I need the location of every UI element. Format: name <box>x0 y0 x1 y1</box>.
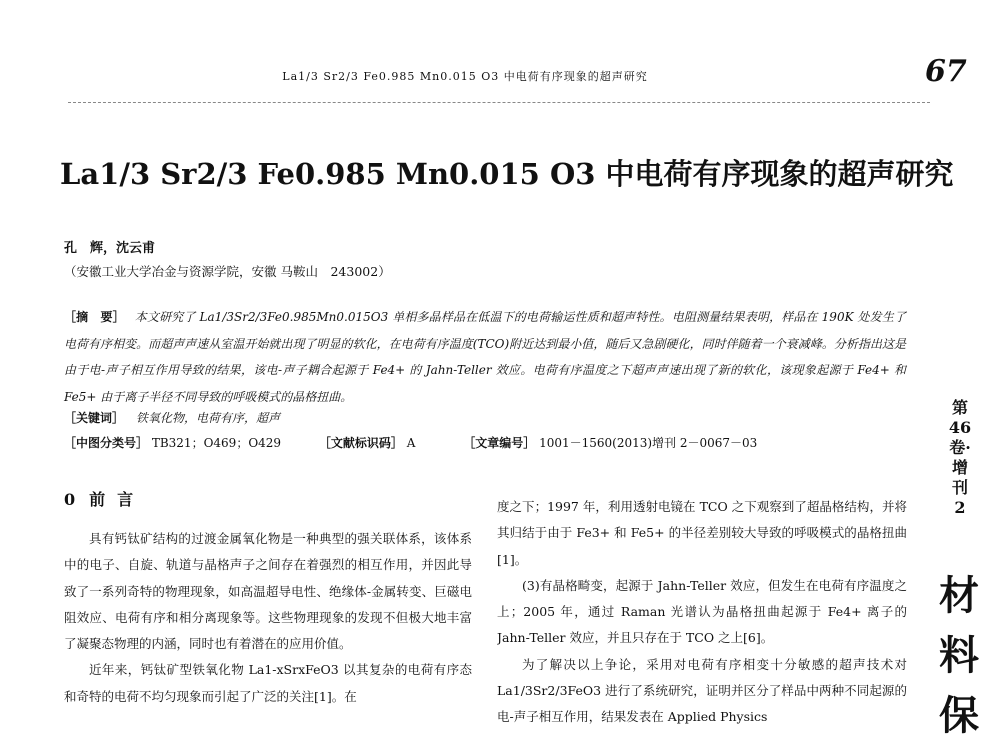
classification-line <box>64 434 924 451</box>
section-heading <box>64 487 145 510</box>
article-number-label: ［文章编号］ <box>463 436 536 450</box>
right-column <box>497 494 907 741</box>
clc-label: ［中图分类号］ <box>64 436 149 450</box>
paragraph: 度之下；1997 年，利用透射电镜在 TCO 之下观察到了超晶格结构，并将其归结于由于 Fe3+ 和 Fe5+ 的半径差别较大导致的呼吸模式的晶格扭曲[1]。 <box>497 499 907 567</box>
keywords <box>64 409 280 426</box>
authors: 孔 辉，沈云甫 <box>64 241 156 256</box>
paragraph: (3)有晶格畸变，起源于 Jahn-Teller 效应，但发生在电荷有序温度之上；2005 年，通过 Raman 光谱认为晶格扭曲起源于 Fe4+ 离子的 Jahn-Teller 效应，并且只存在于 TCO 之上[6]。 <box>497 577 907 646</box>
doc-code-value: A <box>406 436 416 450</box>
clc-value: TB321；O469；O429 <box>151 436 282 450</box>
keywords-label: ［关键词］ <box>64 411 125 425</box>
section-number: 0 <box>64 490 76 509</box>
article-number-value: 1001－1560(2013)增刊 2－0067－03 <box>539 436 758 450</box>
header-rule <box>68 102 930 103</box>
paragraph: 近年来，钙钛矿型铁氧化物 La1-xSrxFeO3 以其复杂的电荷有序态和奇特的电荷不均匀现象而引起了广泛的关注[1]。在 <box>64 662 472 704</box>
paragraph: 为了解决以上争论，采用对电荷有序相变十分敏感的超声技术对 La1/3Sr2/3FeO3 进行了系统研究，证明并区分了样品中两种不同起源的电-声子相互作用，结果发表在 Applied Physics <box>497 656 907 725</box>
doc-code-label: ［文献标识码］ <box>318 436 403 450</box>
keywords-text: 铁氧化物，电荷有序，超声 <box>136 411 281 425</box>
affiliation: （安徽工业大学冶金与资源学院，安徽 马鞍山 243002） <box>64 264 391 279</box>
paragraph: 具有钙钛矿结构的过渡金属氧化物是一种典型的强关联体系，该体系中的电子、自旋、轨道与晶格声子之间存在着强烈的相互作用，并因此导致了一系列奇特的物理现象，如高温超导电性、绝缘体-金属转变、巨磁电阻效应、电荷有序和相分离现象等。这些物理现象的发现不但极大地丰富了凝聚态物理的内涵，同时也有着潜在的应用价值。 <box>64 531 472 652</box>
sidebar-journal-name: 材料保 <box>939 572 979 739</box>
article-title: La1/3 Sr2/3 Fe0.985 Mn0.015 O3 中电荷有序现象的超声研究 <box>60 157 954 191</box>
abstract-label: ［摘 要］ <box>64 310 125 324</box>
section-title: 前言 <box>89 490 146 509</box>
running-head: La1/3 Sr2/3 Fe0.985 Mn0.015 O3 中电荷有序现象的超声研究 <box>282 70 648 83</box>
page-number: 67 <box>925 54 967 89</box>
abstract-text: 本文研究了 La1/3Sr2/3Fe0.985Mn0.015O3 单相多晶样品在低温下的电荷输运性质和超声特性。电阻测量结果表明，样品在 190K 处发生了电荷有序相变。而超声声速从室温开始就出现了明显的软化，在电荷有序温度(TCO)附近达到最小值，随后又急剧硬化，同时伴随着一个衰减峰。分析指出这是由于电-声子相互作用导致的结果，该电-声子耦合起源于 Fe4+ 的 Jahn-Teller 效应。电荷有序温度之下超声声速出现了新的软化，该现象起源于 Fe4+ 和 Fe5+ 由于离子半径不同导致的呼吸模式的晶格扭曲。 <box>64 310 906 404</box>
sidebar-volume: 第46卷·增刊2 <box>948 398 972 517</box>
left-column <box>64 526 472 741</box>
abstract <box>64 304 906 410</box>
